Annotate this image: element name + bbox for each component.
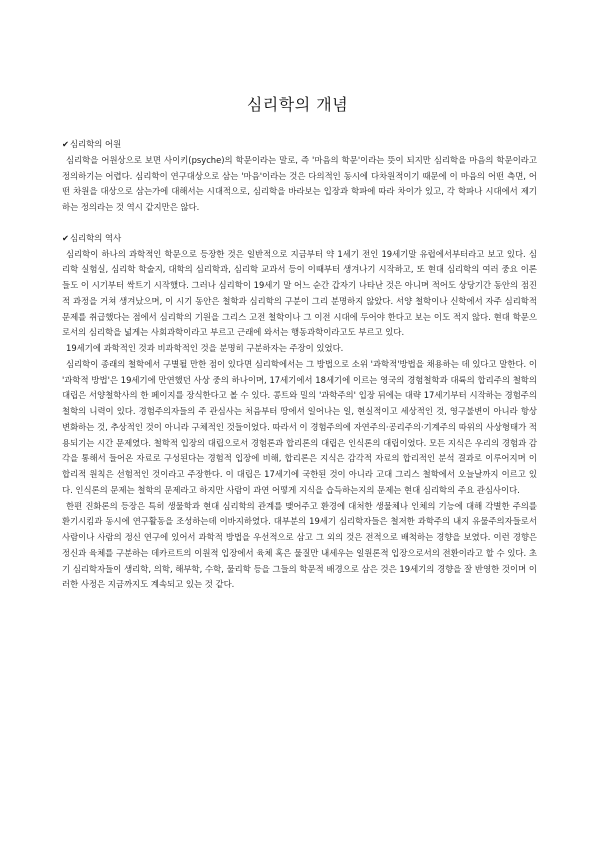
paragraph: 심리학을 어원상으로 보면 사이키(psyche)의 학문이라는 말로, 즉 '마음의 학문'이라는 뜻이 되지만 심리학을 마음의 학문이라고 정의하기는 어렵다. 심리학이 연구대상으로 삼는 '마음'이라는 것은 다의적인 동시에 다차원적이기 때문에 이 마음의 어떤 측면, 어떤 차원을 대상으로 삼는가에 대해서는 시대적으로, 심리학을 바라보는 입장과 학파에 따라 차이가 있고, 각 학파나 시대에서 제기하는 정의라는 것 역시 같지만은 않다. (62, 154, 537, 212)
section-etymology (62, 137, 537, 216)
section-heading-text: 심리학의 역사 (70, 232, 122, 243)
section-history (62, 231, 537, 593)
section-heading-text: 심리학의 어원 (70, 139, 122, 149)
section-heading (62, 231, 537, 247)
document-body (62, 137, 537, 608)
checkmark-icon: ✔ (62, 232, 70, 243)
paragraph: 심리학이 종래의 철학에서 구별될 만한 점이 있다면 심리학에서는 그 방법으로 소위 '과학적'방법을 채용하는 데 있다고 말한다. 이 '과학적 방법'은 19세기에 만연했던 사상 중의 하나이며, 17세기에서 18세기에 이르는 영국의 경험철학과 대륙의 합리주의 철학의 대립은 서양철학사의 한 페이지를 장식한다고 볼 수 있다. 콩트와 밀의 '과학주의' 입장 뒤에는 대략 17세기부터 시작하는 경험주의 철학의 니력이 있다. 경험주의자들의 주 관심사는 처음부터 땅에서 일어나는 일, 현실적이고 세상적인 것, 영구불변이 아니라 항상 변화하는 것, 추상적인 것이 아니라 구체적인 것들이었다. 따라서 이 경험주의에 자연주의·공리주의·기계주의 따위의 사상형태가 적용되기는 시간 문제였다. 철학적 입장의 대립으로서 경험론과 합리론의 대립은 인식론의 대립이었다. 모든 지식은 우리의 경험과 감각을 통해서 들어온 자료로 구성된다는 경험적 입장에 비해, 합리론은 지식은 감각적 자료의 합리적인 분석 결과로 이루어지며 이 합리적 원칙은 선험적인 것이라고 주장한다. 이 대립은 17세기에 국한된 것이 아니라 고대 그리스 철학에서 오늘날까지 이르고 있다. 인식론의 문제는 철학의 문제라고 하지만 사람이 과연 어떻게 지식을 습득하는지의 문제는 현대 심리학의 주요 관심사이다. (62, 358, 537, 495)
paragraph: 심리학이 하나의 과학적인 학문으로 등장한 것은 일반적으로 지금부터 약 1세기 전인 19세기말 유럽에서부터라고 보고 있다. 심리학 실험실, 심리학 학술지, 대학의 심리학과, 심리학 교과서 등이 이때부터 생겨나기 시작하고, 또 현대 심리학의 여러 중요 이론들도 이 시기부터 싹트기 시작했다. 그러나 심리학이 19세기 말 어느 순간 갑자기 나타난 것은 아니며 적어도 상당기간 동안의 점진적 과정을 거쳐 생겨났으며, 이 시기 동안은 철학과 심리학의 구분이 그리 분명하지 않았다. 서양 철학이나 신학에서 자주 심리학적 문제를 취급했다는 점에서 심리학의 기원을 그리스 고전 철학이나 그 이전 시대에 두어야 한다고 보는 이도 적지 않다. 현대 학문으로서의 심리학을 넓게는 사회과학이라고 부르고 근래에 와서는 행동과학이라고도 부르고 있다. (62, 248, 537, 338)
paragraph: 19세기에 과학적인 것과 비과학적인 것을 분명히 구분하자는 주장이 있었다. (66, 343, 344, 353)
paragraph: 한편 진화론의 등장은 특히 생물학과 현대 심리학의 관계를 맺어주고 환경에 대처한 생물체나 인체의 기능에 대해 각별한 주의를 환기시킴과 동시에 연구활동을 조성하는데 이바지하였다. 대부분의 19세기 심리학자들은 철저한 과학주의 내지 유물주의자들로서 사람이나 사람의 정신 연구에 있어서 과학적 방법을 우선적으로 삼고 그 외의 것은 전적으로 배척하는 경향을 보였다. 이런 경향은 정신과 육체를 구분하는 데카르트의 이원적 입장에서 육체 혹은 물질만 내세우는 일원론적 입장으로서의 전환이라고 할 수 있다. 초기 심리학자들이 생리학, 의학, 해부학, 수학, 물리학 등을 그들의 학문적 배경으로 삼은 것은 19세기의 경향을 잘 반영한 것이며 이러한 사정은 지금까지도 계속되고 있는 것 같다. (62, 500, 537, 590)
page-title: 심리학의 개념 (246, 95, 349, 114)
checkmark-icon: ✔ (62, 139, 70, 149)
section-heading (62, 137, 537, 153)
